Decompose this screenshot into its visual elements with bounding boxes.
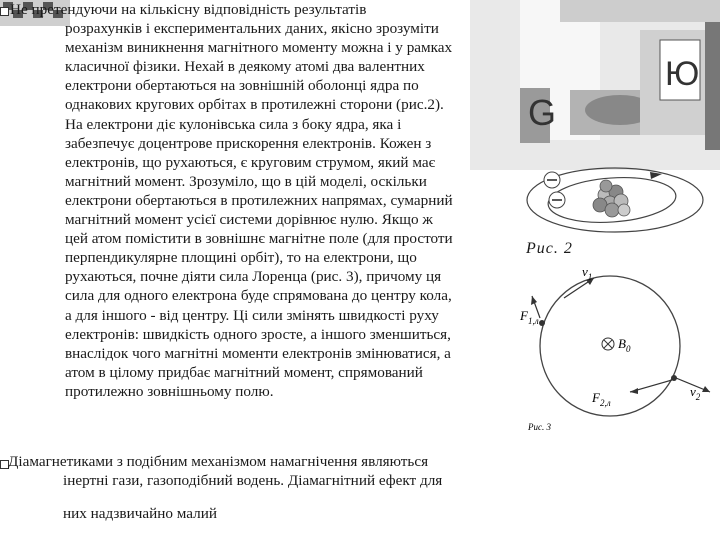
paragraph-1 — [10, 0, 515, 401]
text-line: На електрони діє кулонівська сила з боку ядра, яка і — [65, 115, 402, 133]
text-line: них надзвичайно малий — [63, 505, 217, 523]
svg-text:G: G — [528, 92, 557, 133]
text-line: протилежно зовнішньому полю. — [65, 382, 274, 400]
text-line: інертні гази, газоподібний водень. Діамагнітний ефект для — [63, 472, 443, 490]
text-line: розрахунків і експериментальних даних, якісно зрозуміти — [65, 20, 439, 38]
text-line: сила для одного електрона буде спрямована до центру кола, — [65, 287, 452, 305]
nucleus — [593, 180, 630, 217]
figure-2-caption: Рис. 2 — [526, 240, 573, 257]
text-line: атом в цілому придбає магнітний момент, спрямований — [65, 363, 423, 381]
bullet-1 — [0, 7, 9, 16]
electron-left — [549, 192, 565, 208]
text-line: Діамагнетиками з подібним механізмом намагнічення являються — [8, 453, 429, 470]
text-line: електронів: швидкість одного зросте, а іншого зменшиться, — [65, 325, 451, 343]
text-line: перпендикулярне площині орбіт), то на електрони, що — [65, 249, 417, 267]
text-line: а для іншого - від центру. Ці сили змінять швидкості руху — [65, 306, 439, 324]
electron-top — [544, 172, 560, 188]
text-line: механізм виникнення магнітного моменту можна і у рамках — [65, 39, 453, 57]
electron-1 — [539, 320, 545, 326]
figure-3-lorentz — [512, 268, 720, 438]
f2-arrow-head — [630, 388, 638, 394]
text-line: цей атом помістити в зовнішнє магнітне поле (для простоти — [65, 230, 453, 248]
f1-label: $F_{1,л}$ — [520, 308, 539, 326]
b0-label: $B_0$ — [618, 336, 631, 354]
text-line: електрони обертаються в протилежних напрямах, сумарний — [65, 191, 453, 209]
figure-3-caption: Рис. 3 — [528, 422, 551, 432]
f2-label: $F_{2,л}$ — [592, 390, 611, 408]
svg-text:Ю: Ю — [665, 55, 700, 93]
text-line: Не претендуючи на кількісну відповідність результатів — [10, 1, 367, 18]
text-line: внаслідок чого магнітні моменти електронів змінюватися, а — [65, 344, 451, 362]
paragraph-2 — [8, 452, 520, 523]
text-line: однакових кругових орбітах в протилежні сторони (рис.2). — [65, 96, 444, 114]
text-line: магнітний момент усієї системи дорівнює нулю. Якщо ж — [65, 211, 433, 229]
text-line: забезпечує доцентрове прискорення електронів. Кожен з — [65, 134, 432, 152]
text-line: класичної фізики. Нехай в деякому атомі два валентних — [65, 58, 425, 76]
text-line: магнітний момент. Зрозуміло, що в цій моделі, оскільки — [65, 172, 427, 190]
v1-label: $v_1$ — [582, 268, 593, 282]
v2-label: $v_2$ — [690, 384, 701, 402]
b-field-into-page-icon — [602, 338, 614, 350]
f1-arrow-head — [531, 296, 537, 305]
text-line: електрони обертаються на зовнішній оболонці ядра по — [65, 77, 419, 95]
text-line: електронів, що рухаються, є круговим струмом, який має — [65, 153, 436, 171]
text-line: рухаються, почне діяти сила Лоренца (рис. 3), причому ця — [65, 268, 442, 286]
